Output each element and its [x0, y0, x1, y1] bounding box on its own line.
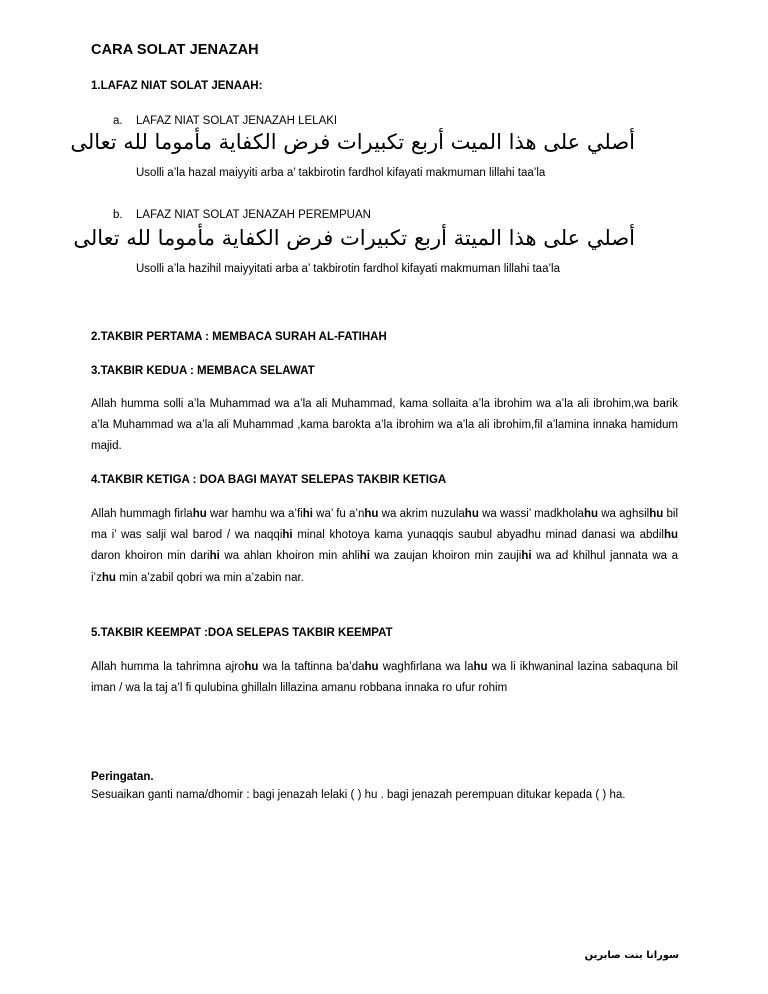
section-4-heading: 4.TAKBIR KETIGA : DOA BAGI MAYAT SELEPAS TAKBIR KETIGA: [91, 474, 447, 486]
arabic-niat-perempuan: أصلي على هذا الميتة أربع تكبيرات فرض الكفاية مأموما لله تعالى: [73, 226, 635, 250]
doa-takbir-ketiga-segment: minal khotoya kama yunaqqis saubul abyadhu minad danasi wa abdil: [292, 529, 664, 542]
translit-niat-perempuan: Usolli a’la hazihil maiyyitati arba a’ takbirotin fardhol kifayati makmuman lillahi taa’la: [136, 263, 560, 275]
doa-takbir-keempat-segment: wa li ikhwaninal lazina sabaquna bil iman / wa la taj a’l fi qulubina ghillaln lillazina amanu robbana innaka ro ufur rohim: [91, 661, 678, 695]
subsection-b-label: b.: [113, 209, 123, 221]
note-title: Peringatan.: [91, 771, 154, 783]
doa-takbir-ketiga-segment: wa’ fu a’n: [312, 508, 365, 520]
selawat-paragraph: Allah humma solli a’la Muhammad wa a’la ali Muhammad, kama sollaita a’la ibrohim wa a’la ali ibrohim,wa barik a’la Muhammad wa a’la ali Muhammad ,kama barokta a’la ibrohim wa a’la ali ibrohim,fil a’lamina innaka hamidum majid.: [91, 398, 678, 453]
doa-takbir-ketiga-segment: hu: [192, 508, 207, 520]
translit-niat-lelaki: Usolli a’la hazal maiyyiti arba a’ takbirotin fardhol kifayati makmuman lillahi taa’la: [136, 167, 546, 179]
doa-takbir-keempat-segment: hu: [364, 661, 379, 673]
doa-takbir-ketiga-segment: min a’zabil qobri wa min a’zabin nar.: [115, 571, 304, 584]
section-1-heading: 1.LAFAZ NIAT SOLAT JENAAH:: [91, 80, 263, 92]
subsection-b-text: LAFAZ NIAT SOLAT JENAZAH PEREMPUAN: [136, 209, 371, 221]
subsection-b: [113, 209, 371, 221]
doa-takbir-keempat-segment: hu: [244, 661, 259, 673]
note-block: [91, 768, 678, 804]
doa-takbir-ketiga-segment: wa akrim nuzula: [378, 508, 465, 520]
doa-takbir-ketiga-segment: hi: [209, 550, 220, 563]
doa-takbir-keempat-segment: waghfirlana wa la: [378, 661, 474, 673]
subsection-a: [113, 115, 337, 127]
doa-takbir-keempat-paragraph: [91, 657, 678, 699]
doa-takbir-ketiga-segment: wa aghsil: [598, 508, 650, 520]
doa-takbir-ketiga-segment: wa wassi’ madkhola: [478, 508, 584, 520]
doa-takbir-ketiga-segment: war hamhu wa a’fi: [206, 508, 303, 520]
doa-takbir-keempat-segment: hu: [473, 661, 488, 673]
doa-takbir-ketiga-segment: hi: [282, 529, 293, 542]
subsection-a-label: a.: [113, 115, 123, 127]
doa-takbir-ketiga-segment: hu: [464, 508, 479, 520]
doa-takbir-keempat-segment: wa la taftinna ba’da: [258, 661, 365, 673]
doa-takbir-ketiga-segment: hi: [359, 550, 370, 563]
doa-takbir-ketiga-segment: daron khoiron min dari: [91, 550, 210, 563]
doa-takbir-ketiga-segment: hu: [663, 529, 678, 542]
doa-takbir-ketiga-segment: hi: [302, 508, 313, 520]
note-text: Sesuaikan ganti nama/dhomir : bagi jenazah lelaki ( ) hu . bagi jenazah perempuan ditukar kepada ( ) ha.: [91, 789, 626, 801]
doa-takbir-ketiga-paragraph: [91, 504, 678, 589]
doa-takbir-ketiga-segment: hu: [364, 508, 379, 520]
doa-takbir-ketiga-segment: Allah hummagh firla: [91, 508, 193, 520]
doa-takbir-ketiga-segment: hu: [649, 508, 664, 520]
author-signature: سورانا بنت صابرين: [584, 950, 679, 961]
page-title: CARA SOLAT JENAZAH: [91, 42, 259, 58]
doa-takbir-ketiga-segment: hu: [583, 508, 599, 520]
doa-takbir-ketiga-segment: wa ahlan khoiron min ahli: [219, 550, 360, 563]
doa-takbir-ketiga-segment: wa ad khilhul jannata wa a i’z: [91, 550, 679, 584]
subsection-a-text: LAFAZ NIAT SOLAT JENAZAH LELAKI: [136, 115, 338, 127]
section-3-heading: 3.TAKBIR KEDUA : MEMBACA SELAWAT: [91, 365, 315, 377]
doa-takbir-keempat-segment: Allah humma la tahrimna ajro: [91, 661, 245, 673]
arabic-niat-lelaki: أصلي على هذا الميت أربع تكبيرات فرض الكفاية مأموما لله تعالى: [70, 130, 635, 154]
doa-takbir-ketiga-segment: hi: [521, 550, 532, 563]
doa-takbir-ketiga-segment: bil ma i’ was salji wal barod / wa naqqi: [91, 508, 679, 542]
section-2-heading: 2.TAKBIR PERTAMA : MEMBACA SURAH AL-FATIHAH: [91, 331, 387, 343]
section-5-heading: 5.TAKBIR KEEMPAT :DOA SELEPAS TAKBIR KEEMPAT: [91, 627, 393, 639]
doa-takbir-ketiga-segment: wa zaujan khoiron min zauji: [369, 550, 522, 563]
doa-takbir-ketiga-segment: hu: [101, 571, 116, 584]
